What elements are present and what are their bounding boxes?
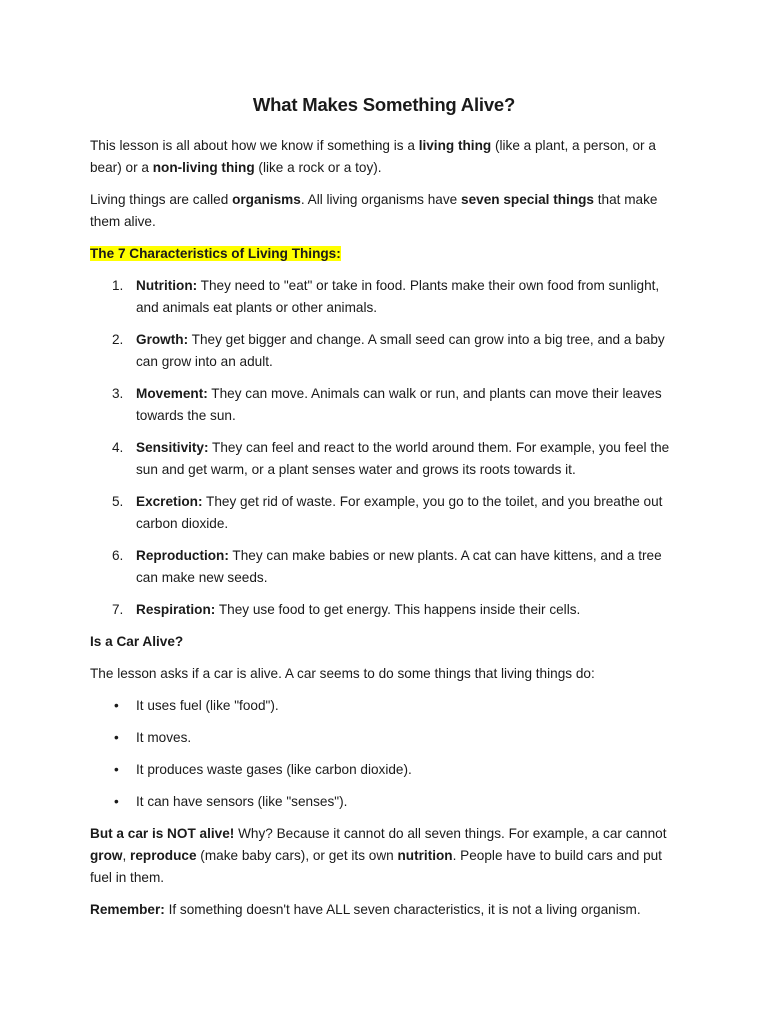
conclusion-bold-nutrition: nutrition [397, 848, 453, 863]
list-number: 5. [112, 494, 124, 509]
list-item [90, 791, 678, 813]
organisms-bold-organisms: organisms [232, 192, 301, 207]
characteristic-term: Growth: [136, 332, 189, 347]
list-item [90, 329, 678, 373]
car-heading: Is a Car Alive? [90, 634, 184, 649]
list-number: 7. [112, 602, 124, 617]
list-item [90, 545, 678, 589]
conclusion-text-4: . People have to build cars and put fuel in them. [90, 848, 662, 885]
car-heading-paragraph [90, 631, 678, 653]
list-number: 6. [112, 548, 124, 563]
organisms-paragraph [90, 189, 678, 233]
remember-label: Remember: [90, 902, 165, 917]
organisms-bold-seven-special-things: seven special things [461, 192, 594, 207]
characteristic-description: They can move. Animals can walk or run, and plants can move their leaves towards the sun. [136, 386, 662, 423]
list-item [90, 275, 678, 319]
list-item [90, 491, 678, 535]
organisms-text-3: that make them alive. [90, 192, 658, 229]
characteristic-description: They need to "eat" or take in food. Plants make their own food from sunlight, and animals eat plants or other animals. [136, 278, 660, 315]
bullet-icon: • [114, 794, 119, 809]
list-number: 1. [112, 278, 124, 293]
list-item [90, 383, 678, 427]
conclusion-text-1: Why? Because it cannot do all seven things. For example, a car cannot [234, 826, 667, 841]
characteristic-description: They can feel and react to the world around them. For example, you feel the sun and get warm, or a plant senses water and grows its roots towards it. [136, 440, 670, 477]
characteristic-term: Sensitivity: [136, 440, 209, 455]
car-point-text: It can have sensors (like "senses"). [136, 794, 348, 809]
characteristic-description: They can make babies or new plants. A cat can have kittens, and a tree can make new seeds. [136, 548, 662, 585]
conclusion-bold-not-alive: But a car is NOT alive! [90, 826, 235, 841]
characteristics-heading: The 7 Characteristics of Living Things: [90, 246, 341, 261]
characteristic-term: Nutrition: [136, 278, 198, 293]
intro-bold-non-living-thing: non-living thing [152, 160, 255, 175]
conclusion-bold-reproduce: reproduce [130, 848, 197, 863]
conclusion-text-3: (make baby cars), or get its own [196, 848, 398, 863]
intro-paragraph [90, 135, 678, 179]
characteristics-heading-paragraph [90, 243, 678, 265]
characteristics-list [90, 275, 678, 621]
bullet-icon: • [114, 730, 119, 745]
car-point-text: It uses fuel (like "food"). [136, 698, 279, 713]
intro-bold-living-thing: living thing [418, 138, 492, 153]
conclusion-bold-grow: grow [90, 848, 123, 863]
list-item [90, 599, 678, 621]
car-point-text: It moves. [136, 730, 192, 745]
characteristic-description: They get bigger and change. A small seed can grow into a big tree, and a baby can grow into an adult. [136, 332, 665, 369]
bullet-icon: • [114, 762, 119, 777]
list-item [90, 727, 678, 749]
list-number: 4. [112, 440, 124, 455]
page-title: What Makes Something Alive? [252, 94, 516, 115]
car-intro-paragraph: The lesson asks if a car is alive. A car seems to do some things that living things do: [90, 666, 595, 681]
intro-text-3: (like a rock or a toy). [254, 160, 382, 175]
intro-text-2: (like a plant, a person, or a bear) or a [90, 138, 656, 175]
bullet-icon: • [114, 698, 119, 713]
list-number: 3. [112, 386, 124, 401]
car-points-list [90, 695, 678, 813]
characteristic-term: Excretion: [136, 494, 203, 509]
list-item [90, 695, 678, 717]
list-item [90, 437, 678, 481]
organisms-text-1: Living things are called [90, 192, 233, 207]
car-point-text: It produces waste gases (like carbon dioxide). [136, 762, 412, 777]
document-page [90, 92, 678, 931]
remember-paragraph [90, 899, 678, 921]
organisms-text-2: . All living organisms have [300, 192, 462, 207]
characteristic-term: Movement: [136, 386, 208, 401]
intro-text-1: This lesson is all about how we know if something is a [90, 138, 419, 153]
list-number: 2. [112, 332, 124, 347]
characteristic-term: Reproduction: [136, 548, 229, 563]
conclusion-text-2: , [122, 848, 131, 863]
list-item [90, 759, 678, 781]
characteristic-term: Respiration: [136, 602, 216, 617]
characteristic-description: They get rid of waste. For example, you go to the toilet, and you breathe out carbon dioxide. [136, 494, 663, 531]
conclusion-paragraph [90, 823, 678, 889]
remember-text: If something doesn't have ALL seven characteristics, it is not a living organism. [164, 902, 641, 917]
characteristic-description: They use food to get energy. This happens inside their cells. [215, 602, 581, 617]
